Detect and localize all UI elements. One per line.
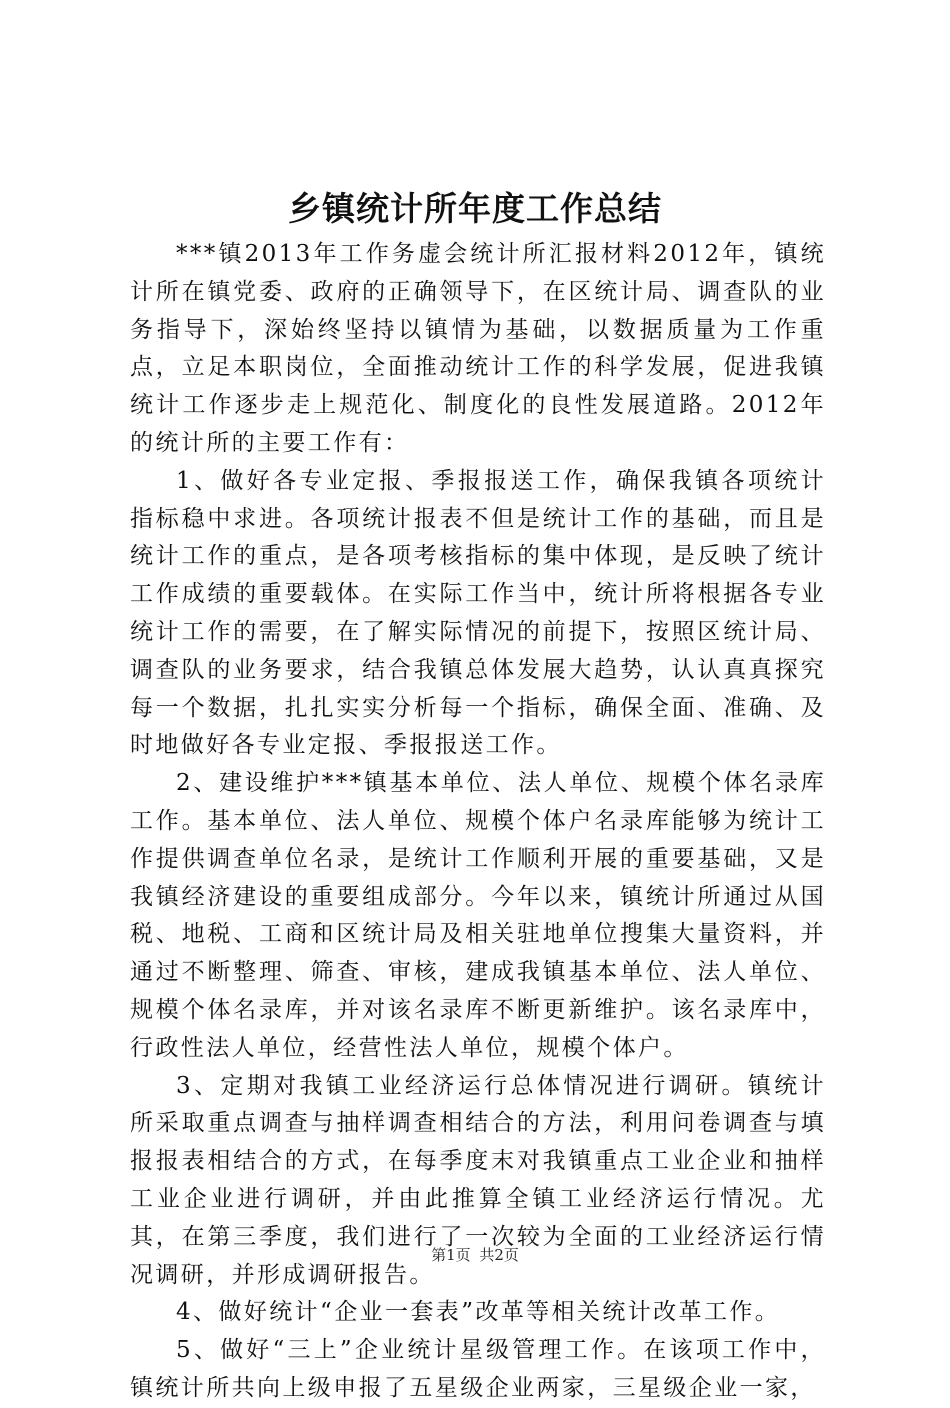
document-body: [130, 236, 826, 1408]
page-footer: [0, 1244, 950, 1266]
paragraph-item-1: 1、做好各专业定报、季报报送工作，确保我镇各项统计指标稳中求进。各项统计报表不但是统计工作的基础，而且是统计工作的重点，是各项考核指标的集中体现，是反映了统计工作成绩的重要载体。在实际工作当中，统计所将根据各专业统计工作的需要，在了解实际情况的前提下，按照区统计局、调查队的业务要求，结合我镇总体发展大趋势，认认真真探究每一个数据，扎扎实实分析每一个指标，确保全面、准确、及时地做好各专业定报、季报报送工作。: [130, 467, 826, 759]
document-title: 乡镇统计所年度工作总结: [288, 189, 662, 228]
paragraph-item-4: 4、做好统计“企业一套表”改革等相关统计改革工作。: [176, 1299, 781, 1326]
paragraph-intro: ***镇2013年工作务虚会统计所汇报材料2012年，镇统计所在镇党委、政府的正确领导下，在区统计局、调查队的业务指导下，深始终坚持以镇情为基础，以数据质量为工作重点，立足本职岗位，全面推动统计工作的科学发展，促进我镇统计工作逐步走上规范化、制度化的良性发展道路。2012年的统计所的主要工作有：: [130, 241, 826, 456]
paragraph-item-5: 5、做好“三上”企业统计星级管理工作。在该项工作中，镇统计所共向上级申报了五星级企业两家，三星级企业一家，: [130, 1337, 826, 1401]
paragraph-item-2: 2、建设维护***镇基本单位、法人单位、规模个体名录库工作。基本单位、法人单位、规模个体户名录库能够为统计工作提供调查单位名录，是统计工作顺利开展的重要基础，又是我镇经济建设的重要组成部分。今年以来，镇统计所通过从国税、地税、工商和区统计局及相关驻地单位搜集大量资料，并通过不断整理、筛查、审核，建成我镇基本单位、法人单位、规模个体名录库，并对该名录库不断更新维护。该名录库中，行政性法人单位，经营性法人单位，规模个体户。: [130, 770, 826, 1061]
paragraph-item-3: 3、定期对我镇工业经济运行总体情况进行调研。镇统计所采取重点调查与抽样调查相结合的方法，利用问卷调查与填报报表相结合的方式，在每季度末对我镇重点工业企业和抽样工业企业进行调研，并由此推算全镇工业经济运行情况。尤其，在第三季度，我们进行了一次较为全面的工业经济运行情况调研，并形成调研报告。: [130, 1072, 826, 1288]
page-number: 第1页: [431, 1246, 471, 1264]
page-total: 共2页: [479, 1246, 519, 1264]
